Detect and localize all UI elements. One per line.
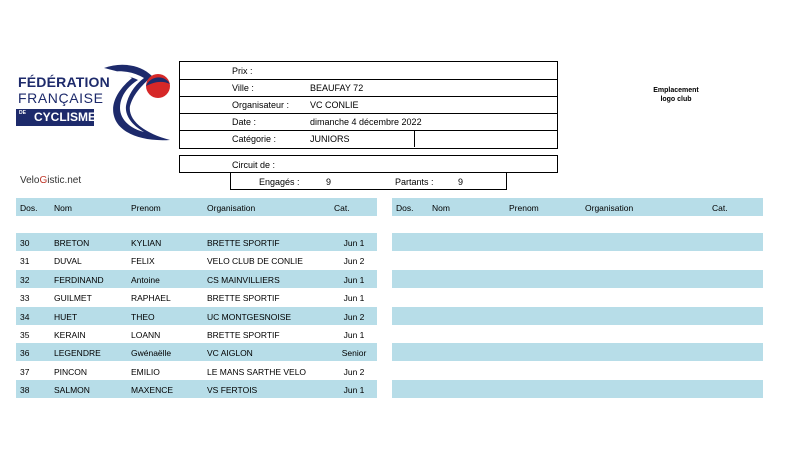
cell-organisation: VS FERTOIS	[207, 385, 258, 395]
header-nom-right: Nom	[432, 203, 450, 213]
cell-organisation: VELO CLUB DE CONLIE	[207, 256, 303, 266]
cell-organisation: BRETTE SPORTIF	[207, 293, 280, 303]
cell-prenom: LOANN	[131, 330, 161, 340]
table-row-empty	[392, 343, 763, 361]
riders-table-right	[392, 198, 763, 400]
cell-cat: Senior	[341, 348, 367, 358]
table-row	[16, 325, 377, 343]
engages-label: Engagés :	[259, 177, 300, 187]
table-row-empty	[392, 380, 763, 398]
cell-cat: Jun 1	[343, 330, 365, 340]
cell-nom: HUET	[54, 312, 78, 322]
ville-value: BEAUFAY 72	[310, 83, 364, 93]
race-info-box	[179, 61, 558, 149]
table-row	[16, 270, 377, 288]
federation-line1: FÉDÉRATION	[18, 74, 110, 90]
cell-dos: 31	[20, 256, 30, 266]
categorie-value: JUNIORS	[310, 134, 350, 144]
table-row-empty	[392, 325, 763, 343]
header-nom: Nom	[54, 203, 72, 213]
table-row	[16, 343, 377, 361]
cell-cat: Jun 1	[343, 238, 365, 248]
cell-dos: 35	[20, 330, 30, 340]
header-organisation: Organisation	[207, 203, 256, 213]
cell-dos: 34	[20, 312, 30, 322]
riders-table-left	[16, 198, 377, 400]
circuit-box	[179, 155, 558, 173]
ville-label: Ville :	[232, 83, 254, 93]
cell-organisation: BRETTE SPORTIF	[207, 330, 280, 340]
cell-prenom: MAXENCE	[131, 385, 174, 395]
cell-nom: SALMON	[54, 385, 90, 395]
cell-prenom: Gwénaëlle	[131, 348, 172, 358]
header-dos-right: Dos.	[396, 203, 414, 213]
header-prenom-right: Prenom	[509, 203, 539, 213]
engages-partants-box	[230, 172, 507, 190]
categorie-divider	[414, 130, 415, 147]
cell-prenom: KYLIAN	[131, 238, 162, 248]
header-cat: Cat.	[334, 203, 350, 213]
prix-label: Prix :	[232, 66, 253, 76]
cell-dos: 32	[20, 275, 30, 285]
table-row-empty	[392, 288, 763, 306]
cell-prenom: Antoine	[131, 275, 160, 285]
table-row	[16, 288, 377, 306]
cell-nom: GUILMET	[54, 293, 92, 303]
table-row-empty	[392, 270, 763, 288]
cell-dos: 38	[20, 385, 30, 395]
table-row	[16, 362, 377, 380]
header-organisation-right: Organisation	[585, 203, 634, 213]
cell-prenom: THEO	[131, 312, 155, 322]
categorie-row	[180, 130, 557, 148]
club-logo-line2: logo club	[660, 96, 692, 103]
cell-dos: 37	[20, 367, 30, 377]
brand-prefix: Velo	[20, 175, 40, 186]
cell-nom: FERDINAND	[54, 275, 104, 285]
cell-cat: Jun 1	[343, 293, 365, 303]
cell-prenom: RAPHAEL	[131, 293, 171, 303]
federation-line3-text: CYCLISME	[34, 110, 97, 124]
table-row-empty	[392, 251, 763, 269]
cell-nom: DUVAL	[54, 256, 82, 266]
brand-highlight: G	[39, 175, 48, 186]
table-row-empty	[392, 233, 763, 251]
header-cat-right: Cat.	[712, 203, 728, 213]
partants-value: 9	[458, 177, 464, 187]
federation-line3	[16, 109, 97, 126]
cell-cat: Jun 2	[343, 367, 365, 377]
club-logo-line1: Emplacement	[653, 87, 699, 94]
cell-nom: LEGENDRE	[54, 348, 101, 358]
federation-logo	[14, 62, 178, 148]
cell-nom: KERAIN	[54, 330, 86, 340]
organisateur-row	[180, 96, 557, 114]
federation-swoosh-icon	[100, 62, 178, 144]
table-row	[16, 233, 377, 251]
table-header-right	[392, 198, 763, 216]
cell-cat: Jun 2	[343, 256, 365, 266]
organisateur-label: Organisateur :	[232, 100, 290, 110]
cell-organisation: BRETTE SPORTIF	[207, 238, 280, 248]
categorie-label: Catégorie :	[232, 134, 277, 144]
velogistic-brand	[20, 175, 81, 186]
cell-dos: 36	[20, 348, 30, 358]
date-row	[180, 113, 557, 131]
circuit-label: Circuit de :	[232, 160, 276, 170]
cell-prenom: FELIX	[131, 256, 155, 266]
table-row-empty	[392, 362, 763, 380]
federation-line2: FRANÇAISE	[18, 90, 104, 106]
header-prenom: Prenom	[131, 203, 161, 213]
cell-nom: PINCON	[54, 367, 88, 377]
cell-organisation: VC AIGLON	[207, 348, 253, 358]
table-row	[16, 380, 377, 398]
federation-line3-prefix: DE	[19, 110, 26, 116]
cell-cat: Jun 1	[343, 385, 365, 395]
date-label: Date :	[232, 117, 257, 127]
header-dos: Dos.	[20, 203, 38, 213]
cell-dos: 33	[20, 293, 30, 303]
cell-organisation: LE MANS SARTHE VELO	[207, 367, 307, 377]
cell-dos: 30	[20, 238, 30, 248]
table-row	[16, 251, 377, 269]
cell-cat: Jun 2	[343, 312, 365, 322]
table-row	[16, 307, 377, 325]
brand-suffix: istic.net	[47, 175, 82, 186]
cell-cat: Jun 1	[343, 275, 365, 285]
prix-row	[180, 62, 557, 80]
organisateur-value: VC CONLIE	[310, 100, 359, 110]
table-row-empty	[392, 307, 763, 325]
engages-value: 9	[326, 177, 332, 187]
cell-organisation: UC MONTGESNOISE	[207, 312, 292, 322]
club-logo-placeholder	[612, 86, 740, 104]
ville-row	[180, 79, 557, 97]
cell-organisation: CS MAINVILLIERS	[207, 275, 280, 285]
date-value: dimanche 4 décembre 2022	[310, 117, 422, 127]
cell-prenom: EMILIO	[131, 367, 160, 377]
partants-label: Partants :	[395, 177, 434, 187]
cell-nom: BRETON	[54, 238, 90, 248]
table-header	[16, 198, 377, 216]
